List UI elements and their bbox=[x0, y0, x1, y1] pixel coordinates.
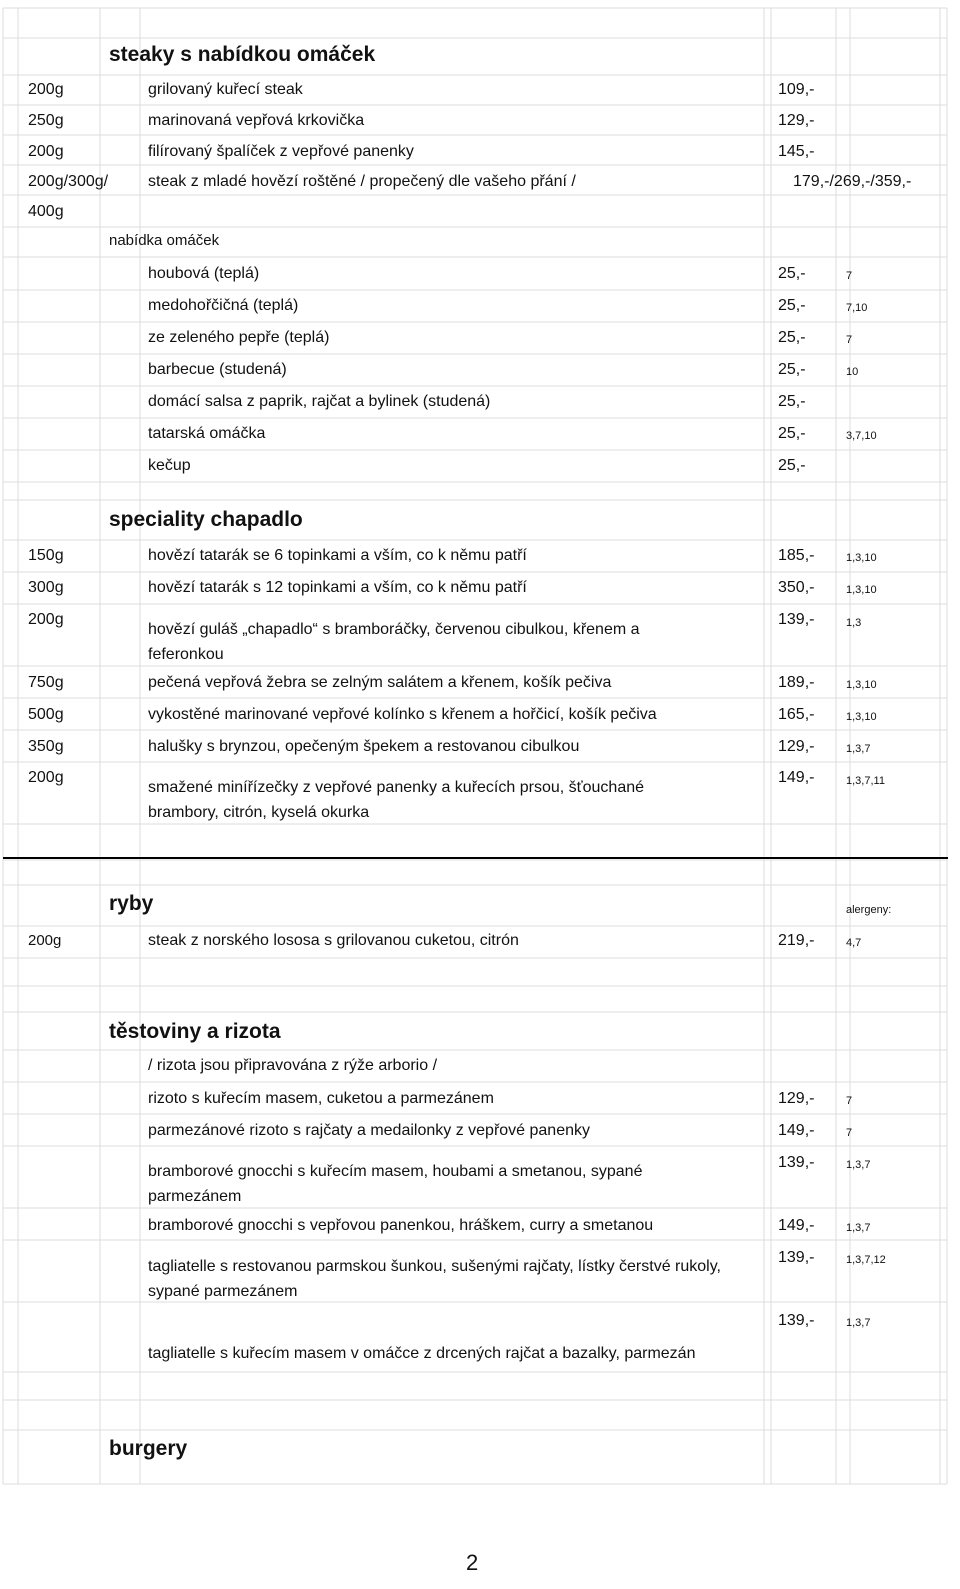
sauce-allergens: 7 bbox=[846, 334, 853, 346]
item-weight: 750g bbox=[28, 674, 64, 691]
item-name: vykostěné marinované vepřové kolínko s křenem a hořčicí, košík pečiva bbox=[148, 706, 657, 723]
sauce-name: kečup bbox=[148, 457, 191, 474]
item-name: tagliatelle s kuřecím masem v omáčce z drcených rajčat a bazalky, parmezán bbox=[148, 1345, 696, 1362]
sauce-name: ze zeleného pepře (teplá) bbox=[148, 329, 330, 346]
item-allergens: 7 bbox=[846, 1095, 853, 1107]
item-allergens: 1,3,10 bbox=[846, 584, 877, 596]
section-note: / rizota jsou připravována z rýže arborio / bbox=[148, 1057, 438, 1074]
item-price: 219,- bbox=[778, 932, 815, 949]
item-price: 350,- bbox=[778, 579, 815, 596]
item-price: 139,- bbox=[778, 611, 815, 628]
item-price: 109,- bbox=[778, 81, 815, 98]
item-price: 129,- bbox=[778, 1090, 815, 1107]
item-allergens: 1,3,7 bbox=[846, 743, 871, 755]
sauce-header: nabídka omáček bbox=[109, 232, 220, 249]
page-number: 2 bbox=[466, 1550, 479, 1575]
item-price: 185,- bbox=[778, 547, 815, 564]
item-price: 139,- bbox=[778, 1249, 815, 1266]
item-name: rizoto s kuřecím masem, cuketou a parmezánem bbox=[148, 1090, 494, 1107]
item-price: 129,- bbox=[778, 738, 815, 755]
sauce-price: 25,- bbox=[778, 393, 806, 410]
item-price: 165,- bbox=[778, 706, 815, 723]
item-price: 129,- bbox=[778, 112, 815, 129]
section-title-testoviny: těstoviny a rizota bbox=[109, 1020, 281, 1043]
allergen-label: alergeny: bbox=[846, 904, 892, 916]
item-price: 179,-/269,-/359,- bbox=[793, 173, 912, 190]
sauce-price: 25,- bbox=[778, 457, 806, 474]
item-allergens: 1,3,7,11 bbox=[846, 775, 885, 787]
sauce-price: 25,- bbox=[778, 425, 806, 442]
item-allergens: 7 bbox=[846, 1127, 853, 1139]
item-weight: 150g bbox=[28, 547, 64, 564]
item-weight: 200g bbox=[28, 611, 64, 628]
item-allergens: 1,3,7 bbox=[846, 1317, 871, 1329]
section-title-steaky: steaky s nabídkou omáček bbox=[109, 43, 376, 66]
item-name: steak z mladé hovězí roštěné / propečený dle vašeho přání / bbox=[148, 173, 576, 190]
item-name: pečená vepřová žebra se zelným salátem a křenem, košík pečiva bbox=[148, 674, 612, 691]
sauce-name: domácí salsa z paprik, rajčat a bylinek (studená) bbox=[148, 393, 491, 410]
item-allergens: 1,3,7 bbox=[846, 1159, 871, 1171]
item-weight: 200g bbox=[28, 769, 64, 786]
item-allergens: 1,3,7,12 bbox=[846, 1254, 886, 1266]
item-price: 139,- bbox=[778, 1154, 815, 1171]
sauce-price: 25,- bbox=[778, 297, 806, 314]
item-name: halušky s brynzou, opečeným špekem a restovanou cibulkou bbox=[148, 738, 580, 755]
item-name: bramborové gnocchi s vepřovou panenkou, hráškem, curry a smetanou bbox=[148, 1217, 654, 1234]
item-allergens: 1,3,7 bbox=[846, 1222, 871, 1234]
section-title-burgery: burgery bbox=[109, 1437, 188, 1460]
sauce-name: houbová (teplá) bbox=[148, 265, 260, 282]
item-allergens: 1,3,10 bbox=[846, 552, 877, 564]
item-name: bramborové gnocchi s kuřecím masem, houbami a smetanou, sypané parmezánem bbox=[148, 1163, 643, 1205]
item-name: hovězí tatarák s 12 topinkami a vším, co k němu patří bbox=[148, 579, 527, 596]
item-name: smažené minířízečky z vepřové panenky a kuřecích prsou, šťouchané brambory, citrón, kyselá okurka bbox=[148, 779, 645, 821]
item-weight: 200g bbox=[28, 81, 64, 98]
item-name: hovězí guláš „chapadlo“ s bramboráčky, červenou cibulkou, křenem a feferonkou bbox=[148, 621, 640, 663]
item-allergens: 1,3,10 bbox=[846, 679, 877, 691]
item-price: 149,- bbox=[778, 769, 815, 786]
sauce-allergens: 10 bbox=[846, 366, 859, 378]
item-name: steak z norského lososa s grilovanou cuketou, citrón bbox=[148, 932, 519, 949]
item-name: marinovaná vepřová krkovička bbox=[148, 112, 365, 129]
sauce-allergens: 7,10 bbox=[846, 302, 868, 314]
sauce-price: 25,- bbox=[778, 265, 806, 282]
item-weight: 200g/300g/ bbox=[28, 173, 109, 190]
sauce-allergens: 3,7,10 bbox=[846, 430, 877, 442]
sauce-name: tatarská omáčka bbox=[148, 425, 266, 442]
item-weight: 200g bbox=[28, 932, 62, 949]
item-weight: 500g bbox=[28, 706, 64, 723]
item-weight: 200g bbox=[28, 143, 64, 160]
section-title-ryby: ryby bbox=[109, 892, 154, 915]
item-name: tagliatelle s restovanou parmskou šunkou, sušenými rajčaty, lístky čerstvé rukoly, sypané parmezánem bbox=[148, 1258, 721, 1300]
item-price: 189,- bbox=[778, 674, 815, 691]
item-allergens: 1,3 bbox=[846, 617, 862, 629]
sauce-name: medohořčičná (teplá) bbox=[148, 297, 299, 314]
item-weight: 300g bbox=[28, 579, 64, 596]
item-name: grilovaný kuřecí steak bbox=[148, 81, 303, 98]
item-price: 139,- bbox=[778, 1312, 815, 1329]
sauce-name: barbecue (studená) bbox=[148, 361, 287, 378]
item-price: 149,- bbox=[778, 1217, 815, 1234]
item-allergens: 4,7 bbox=[846, 937, 862, 949]
item-price: 149,- bbox=[778, 1122, 815, 1139]
item-name: filírovaný špalíček z vepřové panenky bbox=[148, 143, 414, 160]
item-weight: 250g bbox=[28, 112, 64, 129]
item-weight: 350g bbox=[28, 738, 64, 755]
sauce-price: 25,- bbox=[778, 329, 806, 346]
item-weight-continued: 400g bbox=[28, 203, 64, 220]
item-price: 145,- bbox=[778, 143, 815, 160]
item-allergens: 1,3,10 bbox=[846, 711, 877, 723]
sauce-allergens: 7 bbox=[846, 270, 853, 282]
item-name: parmezánové rizoto s rajčaty a medailonky z vepřové panenky bbox=[148, 1122, 590, 1139]
section-title-speciality: speciality chapadlo bbox=[109, 508, 303, 531]
item-name: hovězí tatarák se 6 topinkami a vším, co k němu patří bbox=[148, 547, 527, 564]
sauce-price: 25,- bbox=[778, 361, 806, 378]
